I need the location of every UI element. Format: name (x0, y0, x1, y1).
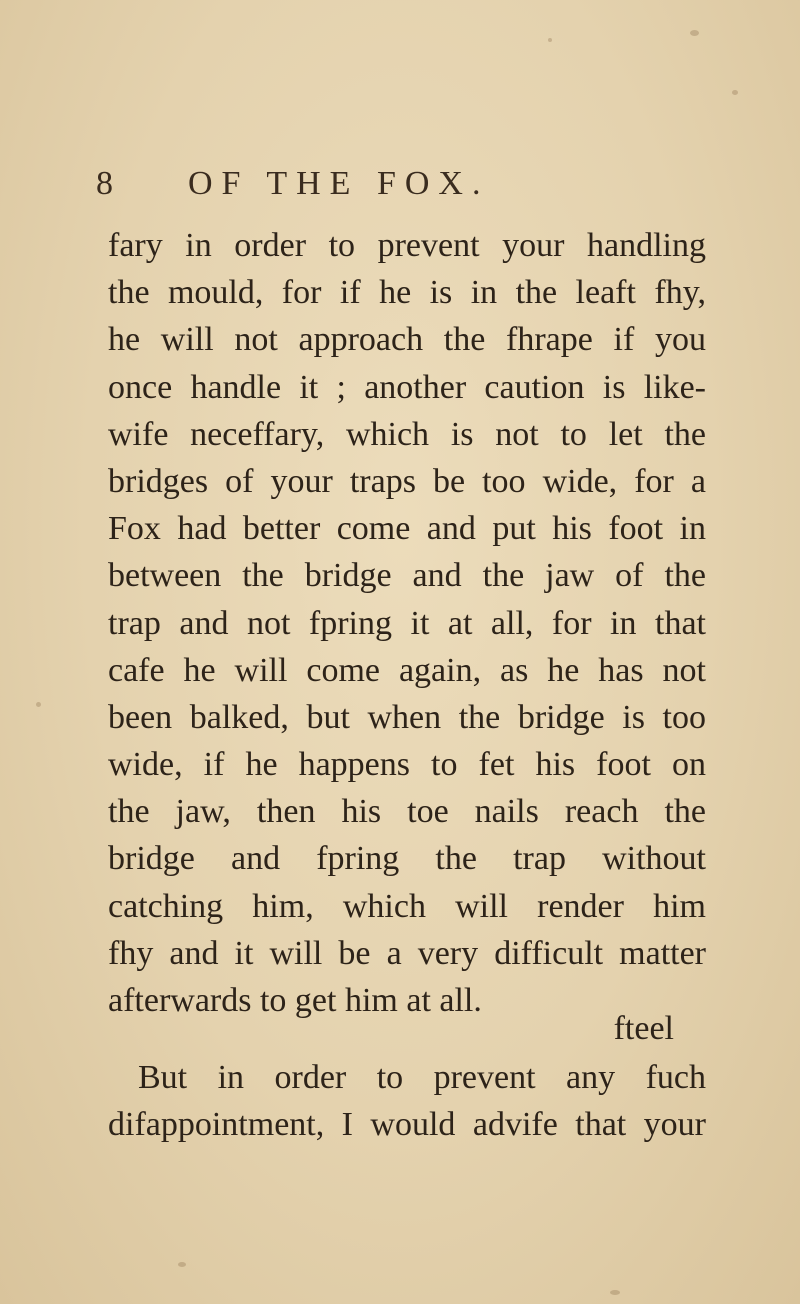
paper-speck (548, 38, 552, 42)
paragraph-2 (108, 1054, 706, 1148)
text-line: wide, if he happens to fet his foot on (108, 746, 706, 784)
text-line: the mould, for if he is in the leaft fhy, (108, 274, 706, 312)
text-line: Fox had better come and put his foot in (108, 510, 706, 548)
paper-speck (178, 1262, 186, 1267)
running-head (96, 165, 716, 205)
catchword-row (0, 1010, 800, 1060)
running-head-title: OF THE FOX. (188, 165, 490, 202)
text-line: he will not approach the fhrape if you (108, 321, 706, 359)
paper-speck (36, 702, 41, 707)
paper-speck (690, 30, 699, 36)
text-line: the jaw, then his toe nails reach the (108, 793, 706, 831)
text-line: But in order to prevent any fuch (138, 1059, 706, 1097)
text-line: wife neceffary, which is not to let the (108, 415, 706, 453)
text-line: between the bridge and the jaw of the (108, 557, 706, 595)
text-line: catching him, which will render him (108, 887, 706, 925)
text-line: bridge and fpring the trap without (108, 840, 706, 878)
text-line: once handle it ; another caution is like- (108, 368, 706, 406)
paper-speck (610, 1290, 620, 1295)
text-line: afterwards to get him at all. (108, 982, 482, 1019)
text-line: difappointment, I would advife that your (108, 1106, 706, 1144)
text-line: cafe he will come again, as he has not (108, 651, 706, 689)
catchword: fteel (613, 1010, 674, 1047)
text-line: fhy and it will be a very difficult matter (108, 934, 706, 972)
text-line: trap and not fpring it at all, for in that (108, 604, 706, 642)
text-line: fary in order to prevent your handling (108, 227, 706, 264)
paragraph-1 (108, 222, 706, 1024)
paper-speck (732, 90, 738, 95)
text-line: bridges of your traps be too wide, for a (108, 462, 706, 500)
text-line: been balked, but when the bridge is too (108, 698, 706, 736)
page-number: 8 (96, 165, 113, 202)
